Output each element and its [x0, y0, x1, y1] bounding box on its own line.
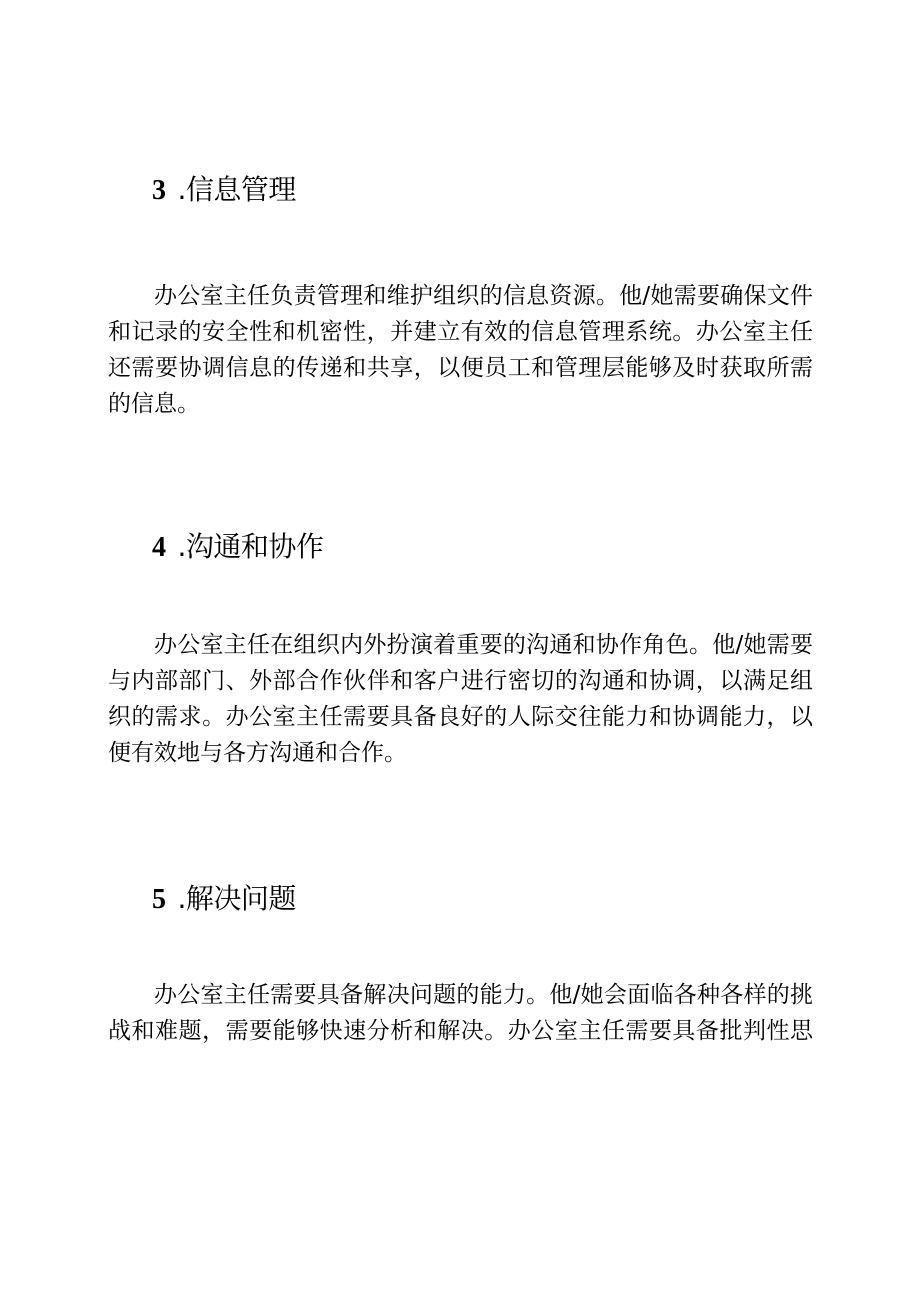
section-heading — [152, 170, 296, 211]
paragraph-line: 办公室主任在组织内外扮演着重要的沟通和协作角色。他/她需要 — [154, 632, 813, 658]
section-paragraph — [108, 278, 813, 422]
section-heading — [152, 527, 323, 568]
paragraph-line: 还需要协调信息的传递和共享，以便员工和管理层能够及时获取所需 — [108, 355, 813, 381]
section-number: 5 — [152, 884, 166, 915]
section-title: .沟通和协作 — [177, 530, 324, 563]
paragraph-line: 的信息。 — [108, 391, 200, 417]
paragraph-line: 与内部部门、外部合作伙伴和客户进行密切的沟通和协调，以满足组 — [108, 668, 813, 694]
section-number: 4 — [152, 532, 166, 563]
section-heading — [152, 879, 296, 920]
section-paragraph — [108, 627, 813, 771]
paragraph-line: 战和难题，需要能够快速分析和解决。办公室主任需要具备批判性思 — [108, 1018, 813, 1044]
paragraph-line: 办公室主任负责管理和维护组织的信息资源。他/她需要确保文件 — [154, 283, 813, 309]
section-title: .信息管理 — [177, 173, 296, 206]
section-number: 3 — [152, 175, 166, 206]
section-paragraph — [108, 977, 813, 1049]
paragraph-line: 织的需求。办公室主任需要具备良好的人际交往能力和协调能力，以 — [108, 704, 813, 730]
section-title: .解决问题 — [177, 882, 296, 915]
paragraph-line: 便有效地与各方沟通和合作。 — [108, 740, 407, 766]
paragraph-line: 办公室主任需要具备解决问题的能力。他/她会面临各种各样的挑 — [154, 982, 813, 1008]
paragraph-line: 和记录的安全性和机密性，并建立有效的信息管理系统。办公室主任 — [108, 319, 813, 345]
